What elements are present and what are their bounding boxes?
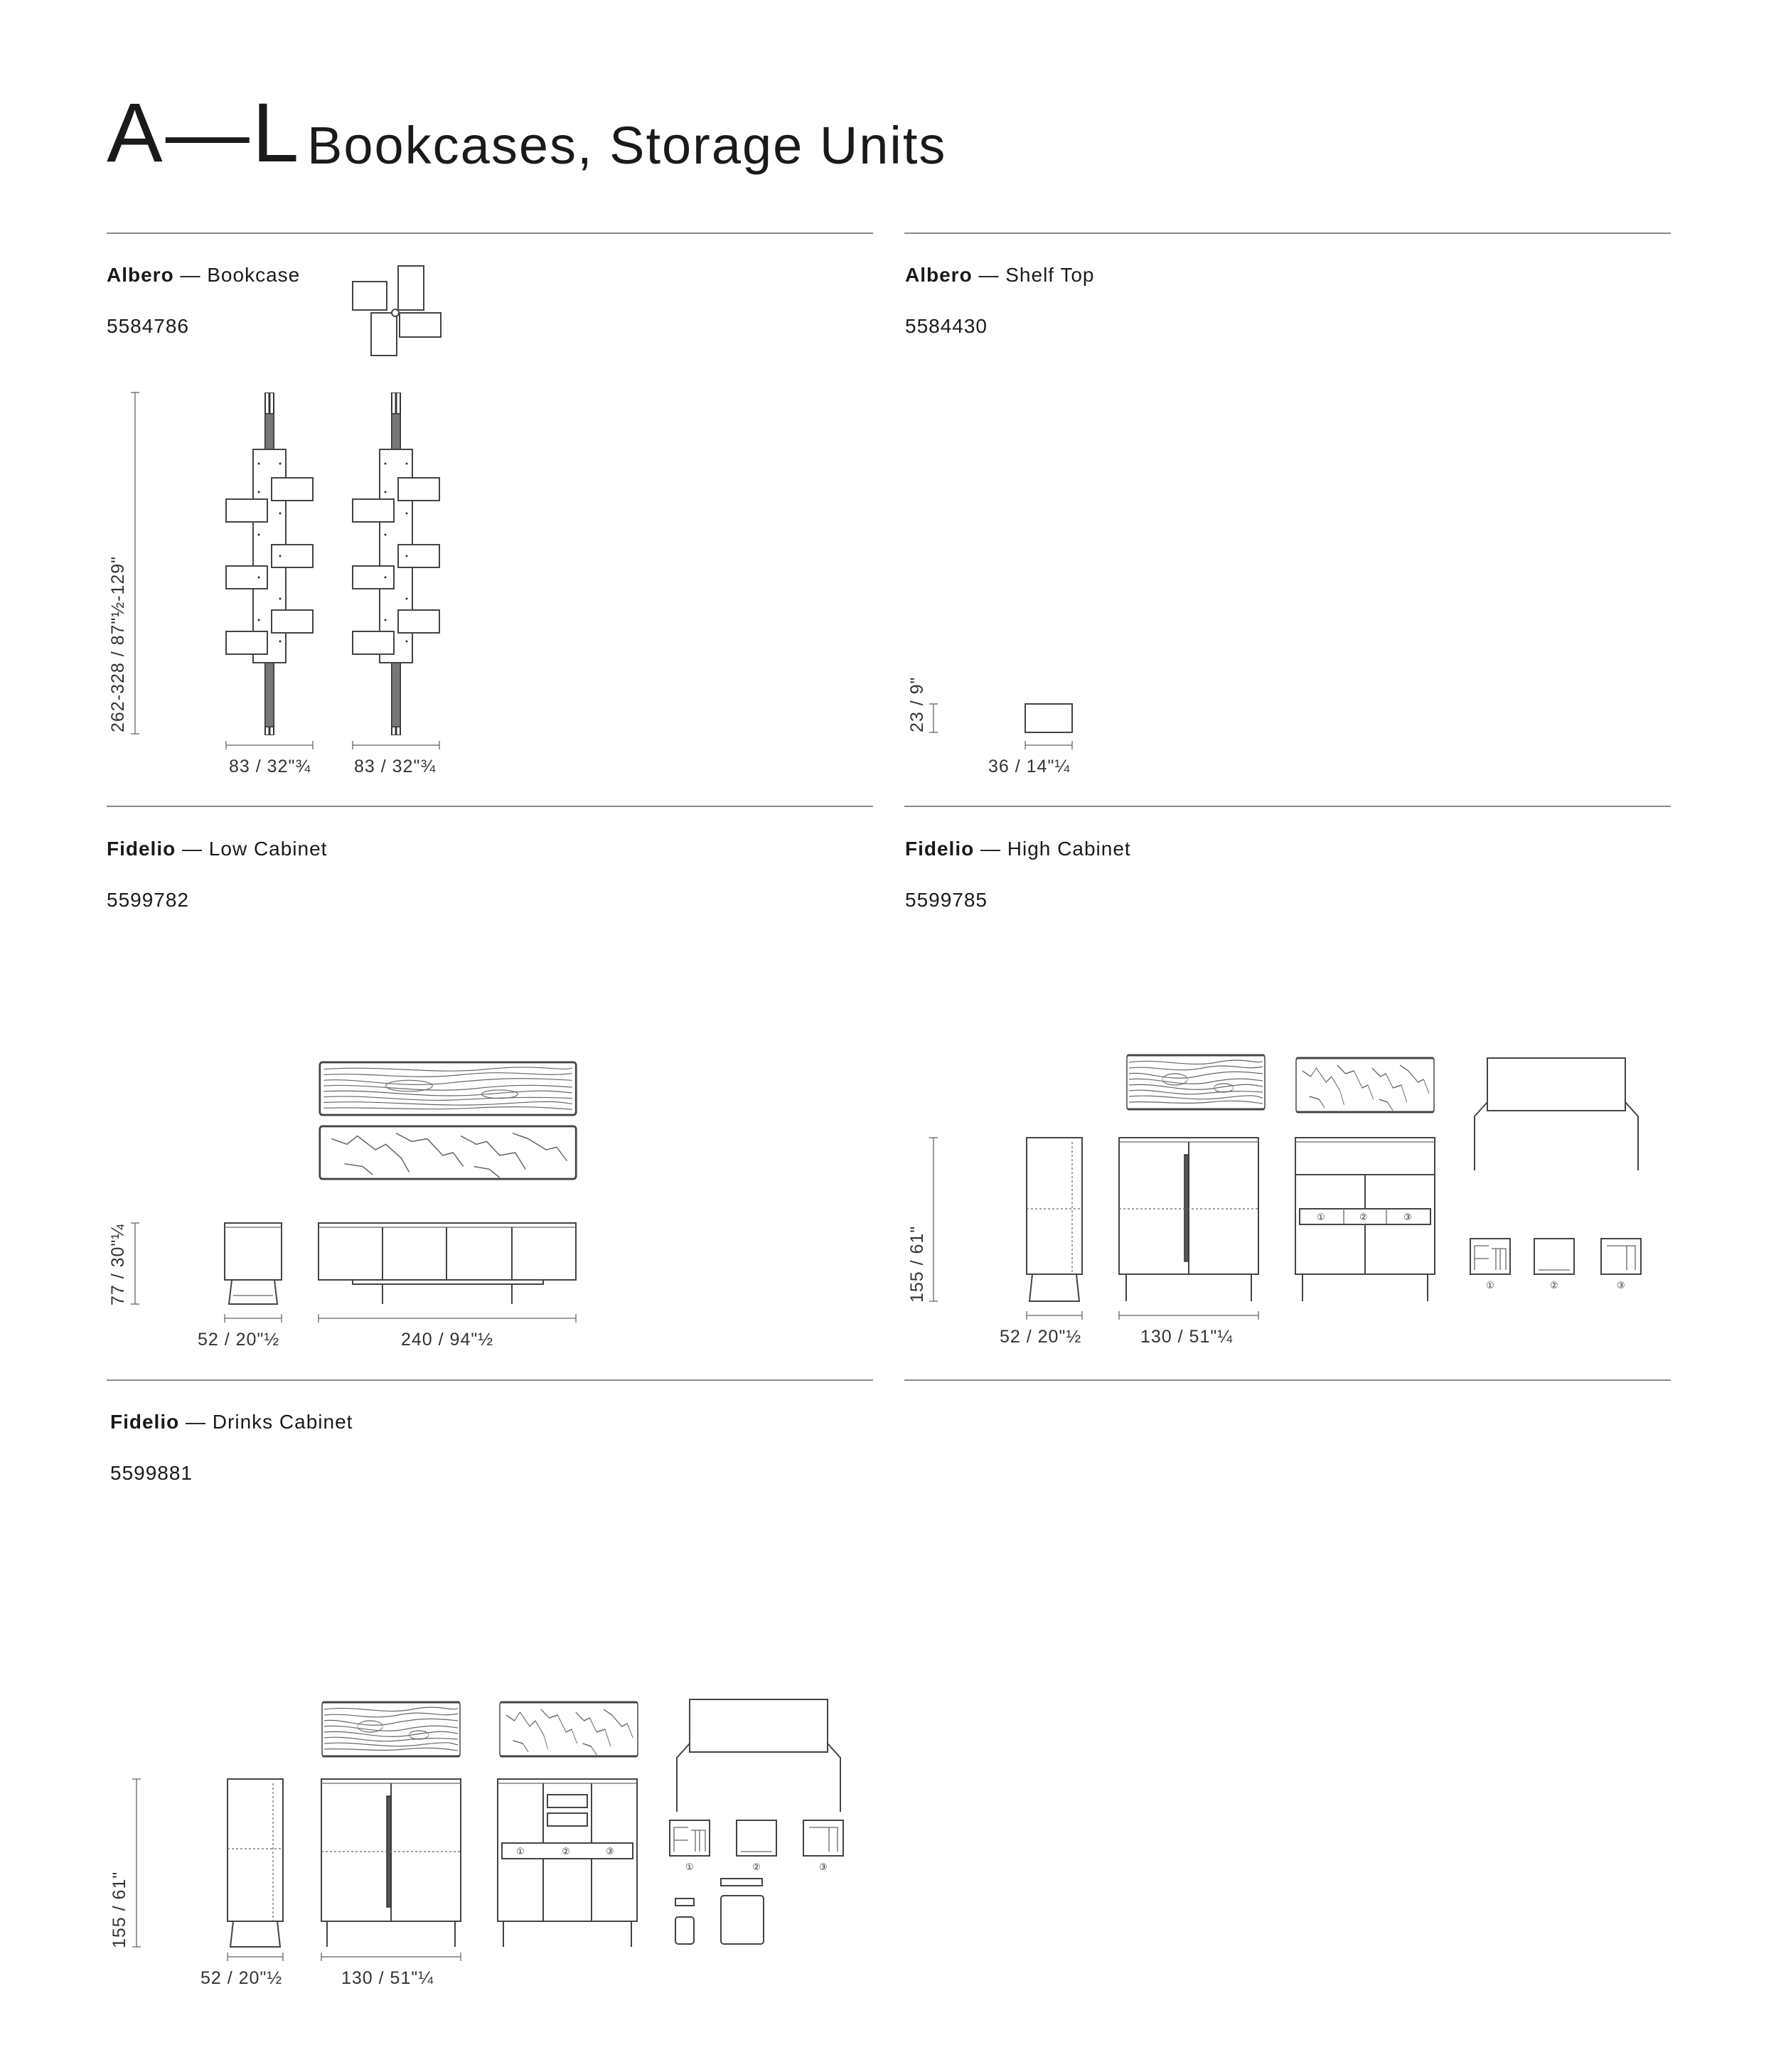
width-dimension-line <box>1027 1311 1258 1320</box>
title-separator: — <box>978 264 1000 286</box>
option-marker: ② <box>752 1862 761 1872</box>
option-marker: ① <box>685 1862 694 1872</box>
dim-depth: 52 / 20"½ <box>200 1968 283 1988</box>
dim-depth: 52 / 20"½ <box>1000 1327 1082 1347</box>
wood-top-variant <box>1127 1055 1265 1109</box>
height-dimension-line <box>131 1223 139 1304</box>
option-marker: ② <box>1550 1280 1558 1291</box>
dim-height: 262-328 / 87"½-129" <box>108 555 128 732</box>
insert-options <box>670 1820 843 1856</box>
product-name: Albero <box>107 264 174 286</box>
option-marker: ① <box>1486 1280 1494 1291</box>
product-type: High Cabinet <box>1007 838 1131 860</box>
product-type: Shelf Top <box>1005 264 1095 286</box>
dim-height: 23 / 9" <box>907 676 927 732</box>
drawer-marker: ① <box>1317 1212 1325 1222</box>
open-interior-view <box>677 1699 840 1812</box>
shelf-top-drawing <box>1025 704 1072 732</box>
dim-width: 130 / 51"¼ <box>1140 1327 1234 1347</box>
dim-height: 155 / 61" <box>109 1871 129 1948</box>
dim-depth: 52 / 20"½ <box>198 1330 280 1350</box>
title-separator: — <box>180 264 201 286</box>
product-code: 5584430 <box>905 315 988 337</box>
low-cabinet-side-view <box>225 1223 282 1304</box>
option-marker: ③ <box>819 1862 828 1872</box>
option-marker: ③ <box>1617 1280 1625 1291</box>
page-title: Bookcases, Storage Units <box>307 116 947 175</box>
product-type: Drinks Cabinet <box>212 1411 353 1433</box>
open-interior-view <box>1475 1058 1638 1170</box>
wood-top-variant <box>320 1062 576 1115</box>
drawer-marker: ② <box>1359 1212 1368 1222</box>
dim-width: 83 / 32"¾ <box>354 757 437 776</box>
product-type: Bookcase <box>207 264 301 286</box>
drawer-marker: ② <box>562 1846 570 1857</box>
albero-front-view <box>226 392 313 735</box>
high-cabinet-front-view <box>1119 1138 1258 1301</box>
width-dimension-line <box>228 1953 461 1961</box>
product-name: Albero <box>905 264 973 286</box>
drawer-marker: ① <box>516 1846 525 1857</box>
product-code: 5584786 <box>107 315 190 337</box>
drinks-cabinet-front-view <box>321 1779 461 1947</box>
drinks-cabinet-side-view <box>228 1779 283 1947</box>
dim-width: 240 / 94"½ <box>401 1330 494 1350</box>
product-code: 5599782 <box>107 889 190 911</box>
drinks-cabinet-interior-view <box>498 1779 637 1947</box>
title-separator: — <box>186 1411 207 1433</box>
width-dimension-line <box>226 741 439 749</box>
low-cabinet-front-view <box>319 1223 576 1304</box>
dim-width: 83 / 32"¾ <box>229 757 311 776</box>
insert-options <box>1470 1239 1641 1274</box>
albero-side-view <box>353 392 439 735</box>
marble-top-variant <box>1296 1058 1434 1112</box>
drawer-marker: ③ <box>1403 1212 1412 1222</box>
product-name: Fidelio <box>110 1411 180 1433</box>
width-dimension-line <box>225 1314 576 1323</box>
height-dimension-line <box>132 1779 141 1947</box>
drawer-marker: ③ <box>606 1846 614 1857</box>
dim-width: 36 / 14"¼ <box>988 757 1071 776</box>
marble-top-variant <box>320 1126 576 1179</box>
width-dimension-line <box>1025 741 1072 749</box>
albero-top-view <box>353 266 441 356</box>
product-code: 5599785 <box>905 889 988 911</box>
product-code: 5599881 <box>110 1462 193 1484</box>
marble-top-variant <box>500 1702 638 1756</box>
title-separator: — <box>182 838 203 860</box>
product-name: Fidelio <box>905 838 975 860</box>
dim-height: 155 / 61" <box>907 1225 927 1303</box>
page-title-range: A—L <box>107 86 302 180</box>
height-dimension-line <box>929 704 938 732</box>
wood-top-variant <box>322 1702 460 1756</box>
height-dimension-line <box>929 1138 938 1301</box>
dim-width: 130 / 51"¼ <box>341 1968 434 1988</box>
height-dimension-line <box>131 392 139 734</box>
accessory-details <box>675 1879 764 1944</box>
title-separator: — <box>980 838 1002 860</box>
product-name: Fidelio <box>107 838 176 860</box>
product-type: Low Cabinet <box>208 838 328 860</box>
dim-height: 77 / 30"¼ <box>108 1223 128 1305</box>
high-cabinet-side-view <box>1027 1138 1082 1301</box>
